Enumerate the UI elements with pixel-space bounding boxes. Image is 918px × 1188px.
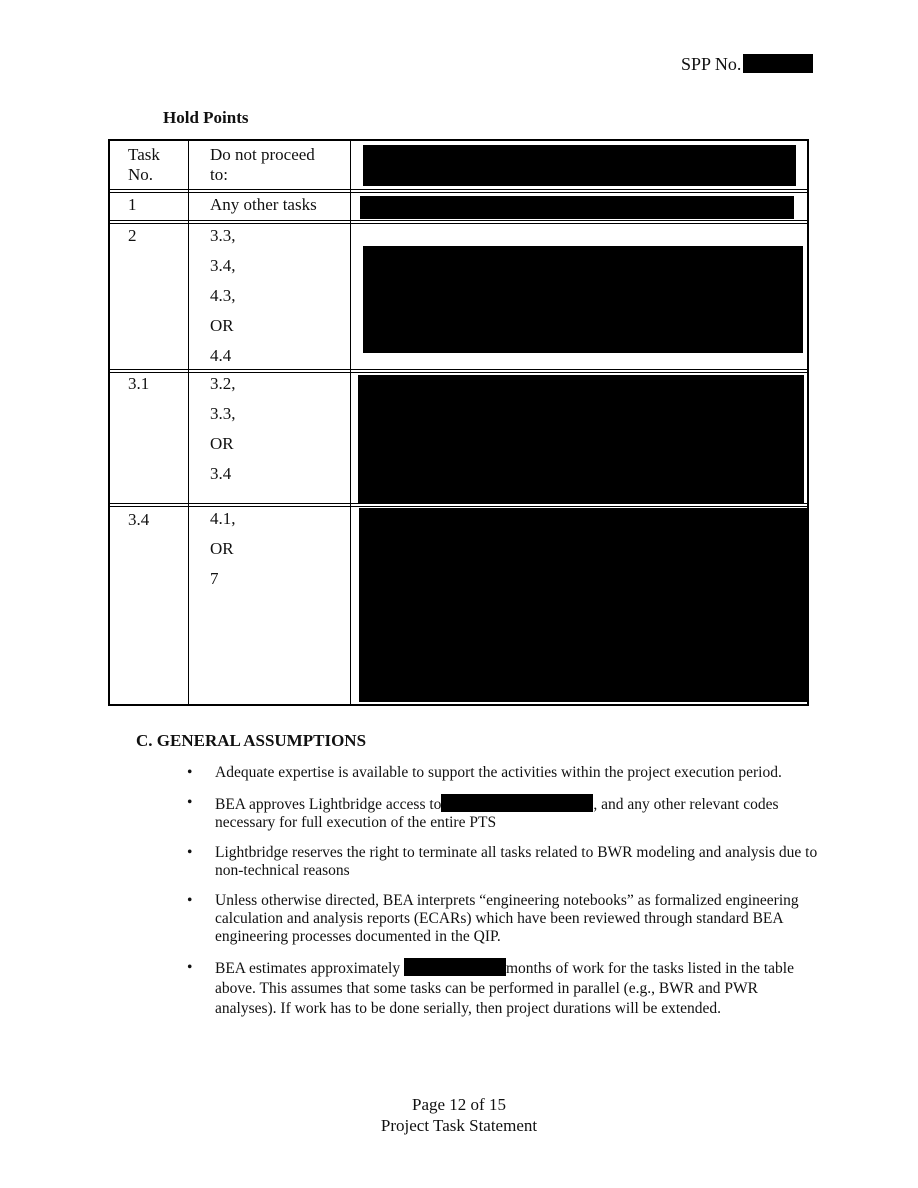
spp-number-label: SPP No. <box>681 54 742 74</box>
proceed-cell: 3.2, 3.3, OR 3.4 <box>210 374 236 483</box>
page-number: Page 12 of 15 <box>412 1095 506 1114</box>
general-assumptions-heading: C. GENERAL ASSUMPTIONS <box>136 731 367 750</box>
table-divider <box>110 189 807 190</box>
bullet-icon: • <box>187 794 193 811</box>
list-item: • BEA approves Lightbridge access to , and any other relevant codes necessary for full execution of the entire PTS <box>187 794 779 831</box>
inline-redaction <box>404 958 506 976</box>
bullet-icon: • <box>187 844 193 861</box>
task-no-header: Task No. <box>128 145 160 184</box>
row-redaction <box>358 375 804 503</box>
list-item: • Adequate expertise is available to support the activities within the project execution period. <box>187 764 782 781</box>
spp-number-redaction <box>743 54 813 73</box>
do-not-proceed-header: Do not proceed to: <box>210 145 315 184</box>
row-redaction <box>359 508 807 702</box>
hold-points-title: Hold Points <box>163 108 249 127</box>
row-redaction <box>360 196 794 219</box>
bullet-icon: • <box>187 959 193 976</box>
task-no-cell: 1 <box>128 195 137 214</box>
proceed-cell: 3.3, 3.4, 4.3, OR 4.4 <box>210 226 236 365</box>
task-no-cell: 3.1 <box>128 374 150 393</box>
bullet-icon: • <box>187 892 193 909</box>
header-redaction <box>363 145 796 186</box>
assumptions-list <box>183 764 823 1031</box>
inline-redaction <box>441 794 593 812</box>
list-item: • BEA estimates approximately months of work for the tasks listed in the table above. This assumes that some tasks can be performed in parallel (e.g., BWR and PWR analyses). If work has to be done serially, then project durations will be extended. <box>187 959 794 1017</box>
table-divider <box>110 192 807 193</box>
table-divider <box>188 141 189 704</box>
bullet-icon: • <box>187 764 193 781</box>
list-item: • Lightbridge reserves the right to terminate all tasks related to BWR modeling and analysis due to non-technical reasons <box>187 844 818 879</box>
proceed-cell: 4.1, OR 7 <box>210 509 236 588</box>
row-redaction <box>363 246 803 353</box>
document-title: Project Task Statement <box>380 1116 538 1135</box>
task-no-cell: 2 <box>128 226 137 245</box>
hold-points-table <box>108 139 809 706</box>
task-no-cell: 3.4 <box>128 510 150 529</box>
table-divider <box>350 141 351 704</box>
proceed-cell: Any other tasks <box>210 195 317 214</box>
list-item: • Unless otherwise directed, BEA interprets “engineering notebooks” as formalized engineering calculation and analysis reports (ECARs) which have been reviewed through standard BEA engineering processes documented in the QIP. <box>187 892 799 945</box>
